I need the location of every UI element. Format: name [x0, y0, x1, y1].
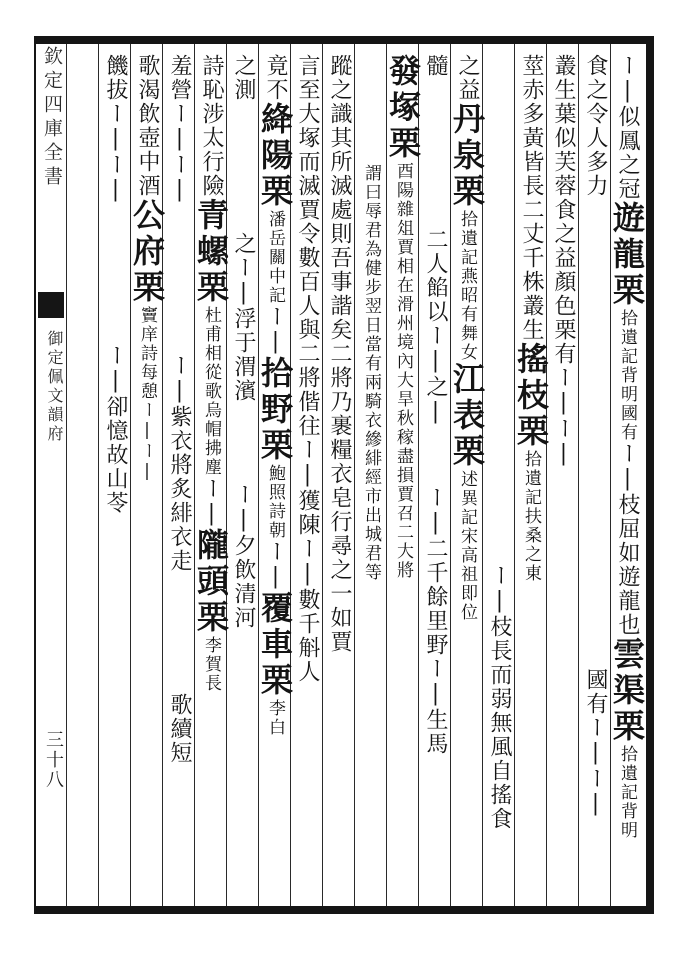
text-run: 之ー|浮于渭濱	[231, 232, 256, 403]
citation-note: 拾遺記燕昭有舞女	[457, 210, 477, 362]
text-column-13	[228, 54, 258, 630]
entry-title: 隴頭栗	[192, 528, 230, 636]
column-rule	[98, 44, 99, 906]
frame-top-border	[34, 36, 654, 44]
entry-title: 絳陽栗	[256, 102, 294, 210]
column-rule	[546, 44, 547, 906]
text-run: ー|枝屈如遊龍也	[615, 442, 640, 637]
text-run: 之益	[455, 54, 480, 102]
text-run: 莖赤多黃皆長二丈千株叢生	[519, 54, 544, 342]
citation-note: 謂曰辱君為健步翌日當有兩騎衣縿緋經市出城君等	[361, 164, 381, 582]
citation-note: 拾遺記扶桑之東	[521, 450, 541, 583]
text-column-1	[608, 54, 646, 840]
frame-right-border	[646, 36, 654, 914]
entry-title: 搖枝栗	[512, 342, 550, 450]
text-column-12	[256, 54, 294, 737]
column-rule	[418, 44, 419, 906]
text-run: ー|	[199, 477, 224, 528]
text-run: ー|紫衣將炙緋衣走	[167, 354, 192, 573]
text-column-5	[484, 54, 514, 831]
text-run: 歌續短	[167, 693, 192, 765]
citation-note: 潘岳關中記	[265, 210, 285, 305]
citation-note: 李賀長	[201, 636, 221, 693]
text-run: ー|	[263, 540, 288, 591]
text-run: 歌渴飲壺中酒	[135, 54, 160, 198]
text-run: 二人餡以ー|之|	[423, 228, 448, 426]
citation-note: 杜甫相從歌烏帽拂塵	[201, 306, 221, 477]
column-rule	[610, 44, 611, 906]
text-column-14	[192, 54, 230, 693]
column-rule	[514, 44, 515, 906]
column-rule	[162, 44, 163, 906]
fishtail-mark	[38, 292, 64, 318]
text-run: 羞營ー|ー|	[167, 54, 192, 204]
frame-bottom-border	[34, 906, 654, 914]
text-run: 蹤之識其所滅處則吾事諧矣二將乃裹糧衣皂行尋之一如賈	[327, 54, 352, 654]
text-run: ー|	[263, 305, 288, 356]
entry-title: 江表栗	[448, 362, 486, 470]
entry-title: 覆車栗	[256, 591, 294, 699]
entry-title: 丹泉栗	[448, 102, 486, 210]
text-column-17	[100, 54, 130, 515]
text-run: 之測	[231, 54, 256, 102]
citation-note: 拾遺記背明國有	[617, 309, 637, 442]
text-column-9	[356, 54, 386, 582]
text-run: 食之令人多力	[583, 54, 608, 198]
text-column-15	[164, 54, 194, 765]
text-run: ー|似鳳之冠	[615, 54, 640, 201]
text-column-8	[384, 54, 422, 580]
entry-title: 雲渠栗	[608, 637, 646, 745]
column-rule	[66, 44, 67, 906]
text-run: ー|枝長而弱無風自搖食	[487, 564, 512, 831]
column-rule	[578, 44, 579, 906]
text-run: ー|二千餘里野ー|生馬	[423, 486, 448, 756]
text-column-10	[324, 54, 354, 654]
text-run: 國有ー|ー|	[583, 668, 608, 818]
volume-title: 御定佩文韻府	[45, 330, 64, 444]
column-rule	[226, 44, 227, 906]
citation-note: 酉陽雜俎賈相在滑州境內大旱秋稼盡損賈召二大將	[393, 162, 413, 580]
text-column-7	[420, 54, 450, 756]
text-column-3	[548, 54, 578, 468]
text-column-11	[292, 54, 322, 684]
entry-title: 青螺栗	[192, 198, 230, 306]
citation-note: 李白	[265, 699, 285, 737]
column-rule	[130, 44, 131, 906]
citation-note: 拾遺記背明	[617, 745, 637, 840]
column-rule	[386, 44, 387, 906]
text-run: 言至大塚而滅賈令數百人與二將偕往ー|獲陳ー|數千斛人	[295, 54, 320, 684]
text-run: 叢生葉似芙蓉食之益顏色栗有ー|ー|	[551, 54, 576, 468]
text-run: ー|卻憶故山苓	[103, 344, 128, 515]
citation-note: 竇庠詩每憩ー|ー|	[137, 306, 157, 483]
entry-title: 公府栗	[128, 198, 166, 306]
text-run: 詩恥涉太行險	[199, 54, 224, 198]
entry-title: 拾野栗	[256, 356, 294, 464]
text-run: ー|夕飲清河	[231, 483, 256, 630]
page-number: 三十八	[43, 730, 64, 790]
column-rule	[194, 44, 195, 906]
entry-title: 遊龍栗	[608, 201, 646, 309]
text-column-4	[512, 54, 550, 583]
column-rule	[322, 44, 323, 906]
text-run: 竟不	[263, 54, 288, 102]
text-run: 髓	[423, 54, 448, 78]
text-column-6	[448, 54, 486, 622]
citation-note: 述異記宋高祖即位	[457, 470, 477, 622]
entry-title: 發塚栗	[384, 54, 422, 162]
citation-note: 鮑照詩朝	[265, 464, 285, 540]
text-run: 饑拔ー|ー|	[103, 54, 128, 204]
text-column-16	[128, 54, 166, 483]
column-rule	[354, 44, 355, 906]
book-title: 欽定四庫全書	[41, 46, 63, 190]
text-column-2	[580, 54, 610, 818]
